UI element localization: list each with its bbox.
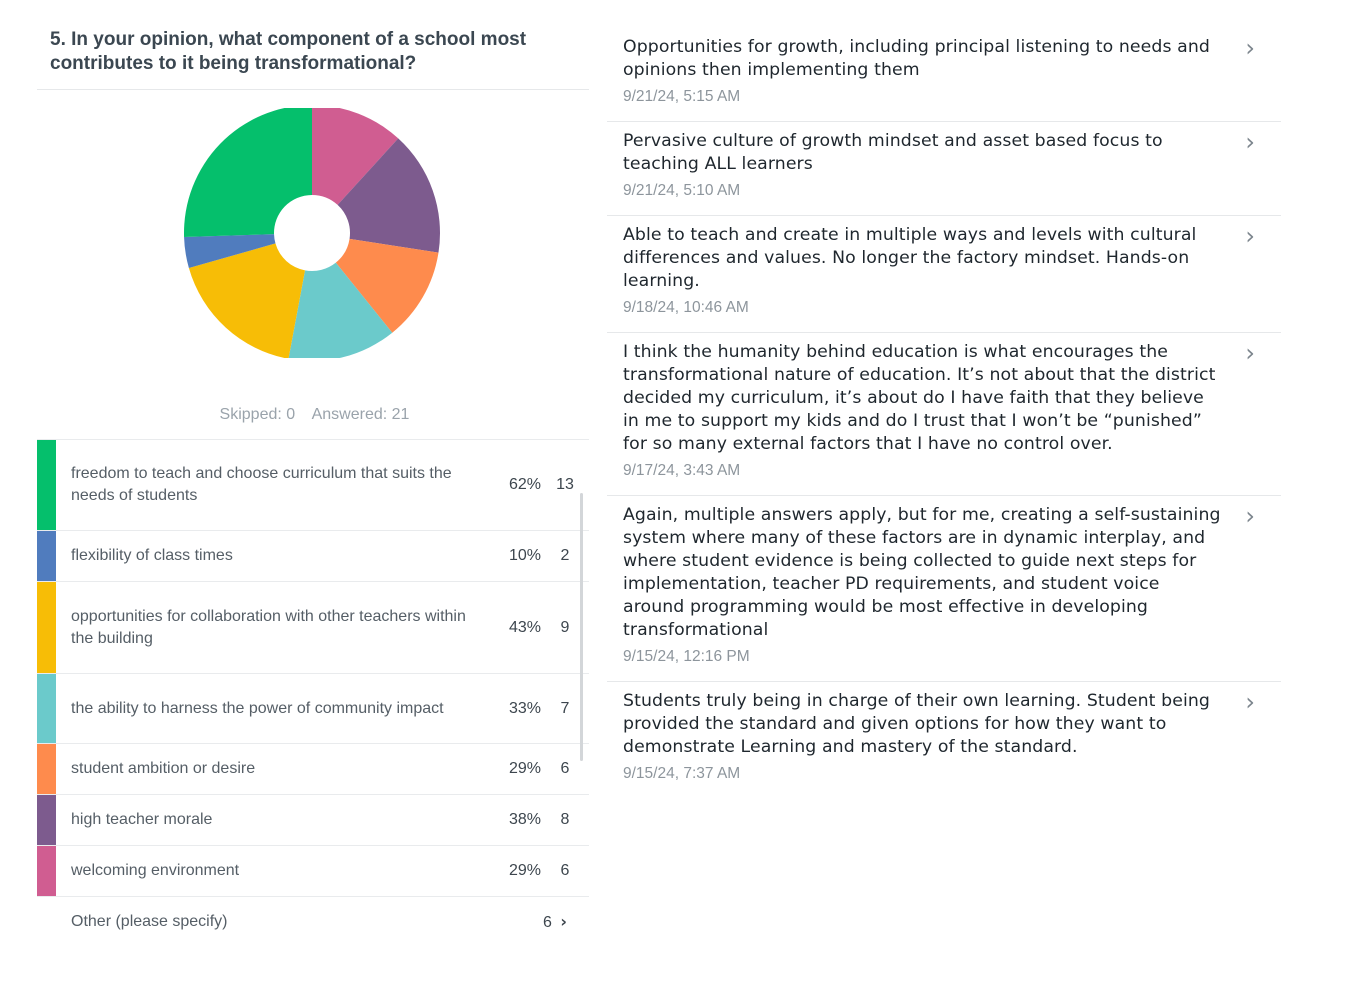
question-panel [37,28,589,931]
response-item[interactable] [607,682,1281,798]
chevron-right-icon[interactable]: › [1245,34,1255,62]
chevron-right-icon[interactable]: › [1245,502,1255,530]
answer-count: 7 [560,699,570,717]
answer-percent: 38% [508,811,541,828]
answer-percent: 62% [508,476,541,493]
answer-row[interactable] [37,673,589,743]
skipped-count: Skipped: 0 [219,406,296,423]
response-date: 9/21/24, 5:15 AM [623,88,741,105]
color-swatch [37,744,56,794]
response-text: Opportunities for growth, including principal listening to needs and opinions then implementing them [623,37,1210,80]
answer-row[interactable] [37,743,589,794]
response-date: 9/18/24, 10:46 AM [623,299,749,316]
answer-count: 8 [560,811,570,828]
answer-percent: 10% [508,547,541,564]
other-count-value: 6 [543,914,552,931]
answer-label: opportunities for collaboration with other teachers within the building [71,607,466,647]
response-item[interactable] [607,496,1281,682]
response-date: 9/17/24, 3:43 AM [623,462,741,479]
answer-table [37,439,589,947]
answer-label: freedom to teach and choose curriculum that suits the needs of students [71,465,452,504]
answer-label: welcoming environment [71,862,240,879]
color-swatch [37,531,56,581]
responses-list [607,28,1281,798]
color-swatch [37,846,56,896]
response-text: Able to teach and create in multiple ways and levels with cultural differences and values. No longer the factory mindset. Hands-on learning. [623,225,1197,291]
color-swatch [37,582,56,673]
chevron-right-icon[interactable]: › [1245,222,1255,250]
answer-percent: 29% [508,862,541,879]
answer-count: 6 [560,760,570,777]
other-count [511,912,589,932]
response-item[interactable] [607,28,1281,122]
answer-percent: 29% [508,760,541,777]
answer-count: 6 [560,862,570,879]
divider [37,89,589,90]
answer-label: the ability to harness the power of community impact [71,699,444,717]
answered-count: Answered: 21 [311,406,410,423]
answer-row[interactable] [37,439,589,530]
answer-row[interactable] [37,530,589,581]
answer-label: flexibility of class times [71,547,233,564]
other-responses-row[interactable] [37,896,589,947]
answer-count: 2 [560,547,570,564]
response-date: 9/21/24, 5:10 AM [623,182,741,199]
answer-count: 9 [560,618,570,636]
response-summary [37,406,592,424]
response-text: Students truly being in charge of their own learning. Student being provided the standard and given options for how they want to demonstrate Learning and mastery of the standard. [623,691,1210,757]
answer-count: 13 [556,476,574,493]
question-title: 5. In your opinion, what component of a school most contributes to it being transformational? [50,29,527,74]
response-item[interactable] [607,122,1281,216]
response-date: 9/15/24, 12:16 PM [623,648,750,665]
other-label: Other (please specify) [71,913,228,930]
response-text: Pervasive culture of growth mindset and asset based focus to teaching ALL learners [623,131,1163,174]
answer-row[interactable] [37,794,589,845]
donut-chart [182,108,442,358]
answer-label: student ambition or desire [71,760,256,777]
chevron-right-icon[interactable]: › [1245,339,1255,367]
color-swatch [37,674,56,743]
response-text: Again, multiple answers apply, but for me, creating a self-sustaining system where many of these factors are in dynamic interplay, and where student evidence is being collected to guide next steps for implementation, teacher PD requirements, and student voice around programming would be most effective in developing transformational [623,505,1221,640]
response-item[interactable] [607,216,1281,333]
response-item[interactable] [607,333,1281,496]
answer-percent: 33% [508,699,541,717]
donut-slice-7[interactable] [184,108,312,237]
response-text: I think the humanity behind education is what encourages the transformational nature of education. It’s not about that the district decided my curriculum, it’s about do I have faith that they believe in me to support my kids and do I trust that I won’t be “punished” for so many external factors that I have no control over. [623,342,1216,454]
color-swatch [37,795,56,845]
answer-row[interactable] [37,581,589,673]
answer-row[interactable] [37,845,589,896]
chevron-right-icon[interactable]: › [1245,128,1255,156]
table-scrollbar[interactable] [580,493,583,761]
donut-chart-svg [182,108,442,358]
answer-percent: 43% [508,618,541,636]
response-date: 9/15/24, 7:37 AM [623,765,741,782]
color-swatch [37,440,56,530]
chevron-right-icon[interactable]: › [1245,688,1255,716]
chevron-right-icon[interactable]: › [560,912,567,931]
answer-label: high teacher morale [71,811,213,828]
